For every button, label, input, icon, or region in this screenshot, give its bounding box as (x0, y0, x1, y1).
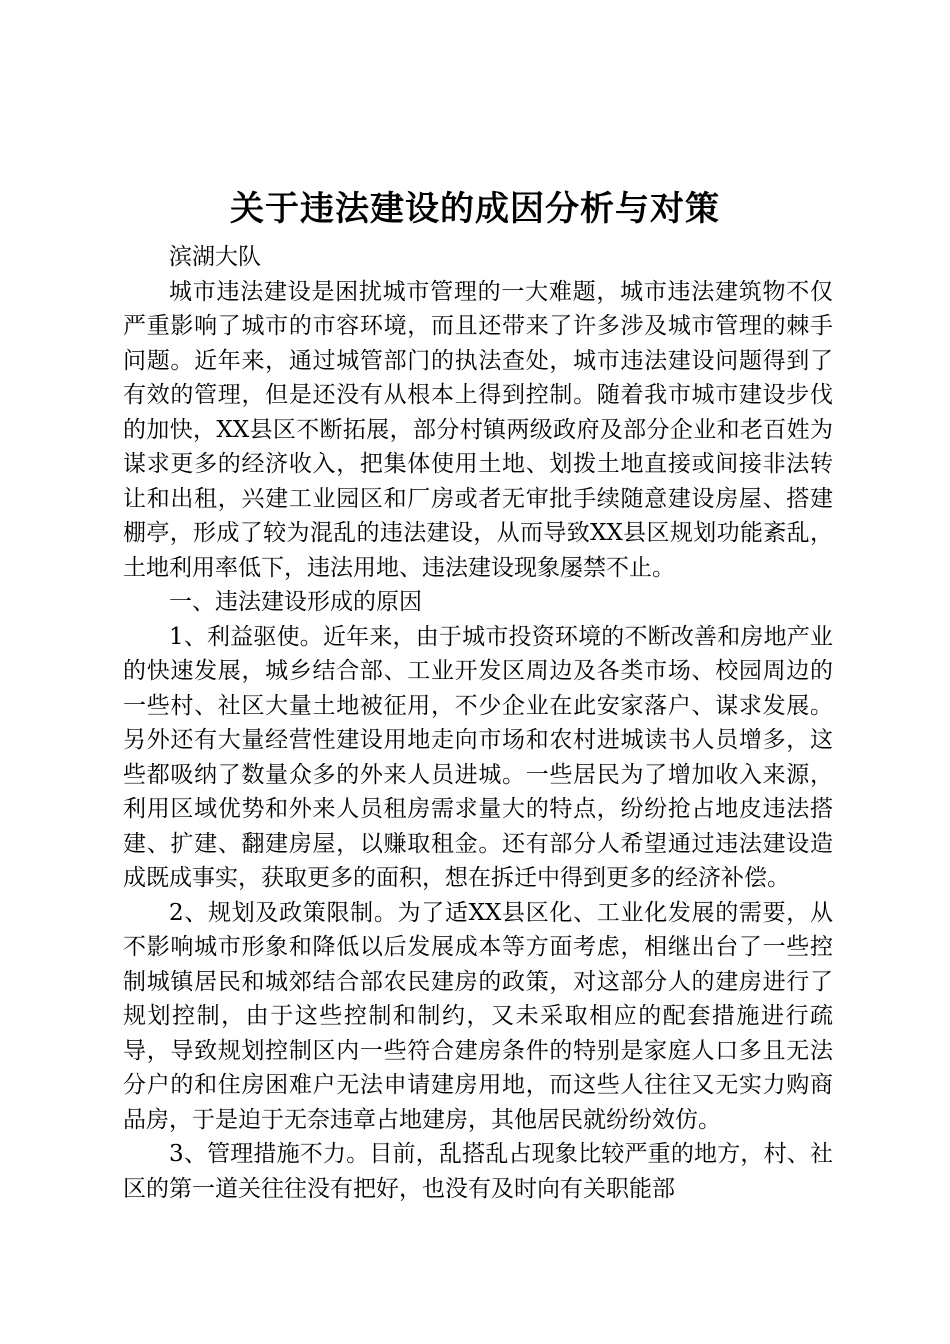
document-body (123, 240, 833, 1206)
paragraph-reason-2: 2、规划及政策限制。为了适XX县区化、工业化发展的需要，从不影响城市形象和降低以后发展成本等方面考虑，相继出台了一些控制城镇居民和城郊结合部农民建房的政策，对这部分人的建房进行了规划控制，由于这些控制和制约，又未采取相应的配套措施进行疏导，导致规划控制区内一些符合建房条件的特别是家庭人口多且无法分户的和住房困难户无法申请建房用地，而这些人往往又无实力购商品房，于是迫于无奈违章占地建房，其他居民就纷纷效仿。 (123, 899, 833, 1133)
paragraph-reason-1: 1、利益驱使。近年来，由于城市投资环境的不断改善和房地产业的快速发展，城乡结合部、工业开发区周边及各类市场、校园周边的一些村、社区大量土地被征用，不少企业在此安家落户、谋求发展。另外还有大量经营性建设用地走向市场和农村进城读书人员增多，这些都吸纳了数量众多的外来人员进城。一些居民为了增加收入来源，利用区域优势和外来人员租房需求量大的特点，纷纷抢占地皮违法搭建、扩建、翻建房屋，以赚取租金。还有部分人希望通过违法建设造成既成事实，获取更多的面积，想在拆迁中得到更多的经济补偿。 (123, 623, 833, 891)
author-line: 滨湖大队 (169, 244, 261, 270)
paragraph-reason-3: 3、管理措施不力。目前，乱搭乱占现象比较严重的地方，村、社区的第一道关往往没有把好，也没有及时向有关职能部 (123, 1141, 833, 1202)
document-title: 关于违法建设的成因分析与对策 (230, 189, 720, 229)
paragraph-intro: 城市违法建设是困扰城市管理的一大难题，城市违法建筑物不仅严重影响了城市的市容环境，而且还带来了许多涉及城市管理的棘手问题。近年来，通过城管部门的执法查处，城市违法建设问题得到了有效的管理，但是还没有从根本上得到控制。随着我市城市建设步伐的加快，XX县区不断拓展，部分村镇两级政府及部分企业和老百姓为谋求更多的经济收入，把集体使用土地、划拨土地直接或间接非法转让和出租，兴建工业园区和厂房或者无审批手续随意建设房屋、搭建棚亭，形成了较为混乱的违法建设，从而导致XX县区规划功能紊乱，土地利用率低下，违法用地、违法建设现象屡禁不止。 (123, 278, 833, 581)
section-heading: 一、违法建设形成的原因 (169, 589, 422, 615)
